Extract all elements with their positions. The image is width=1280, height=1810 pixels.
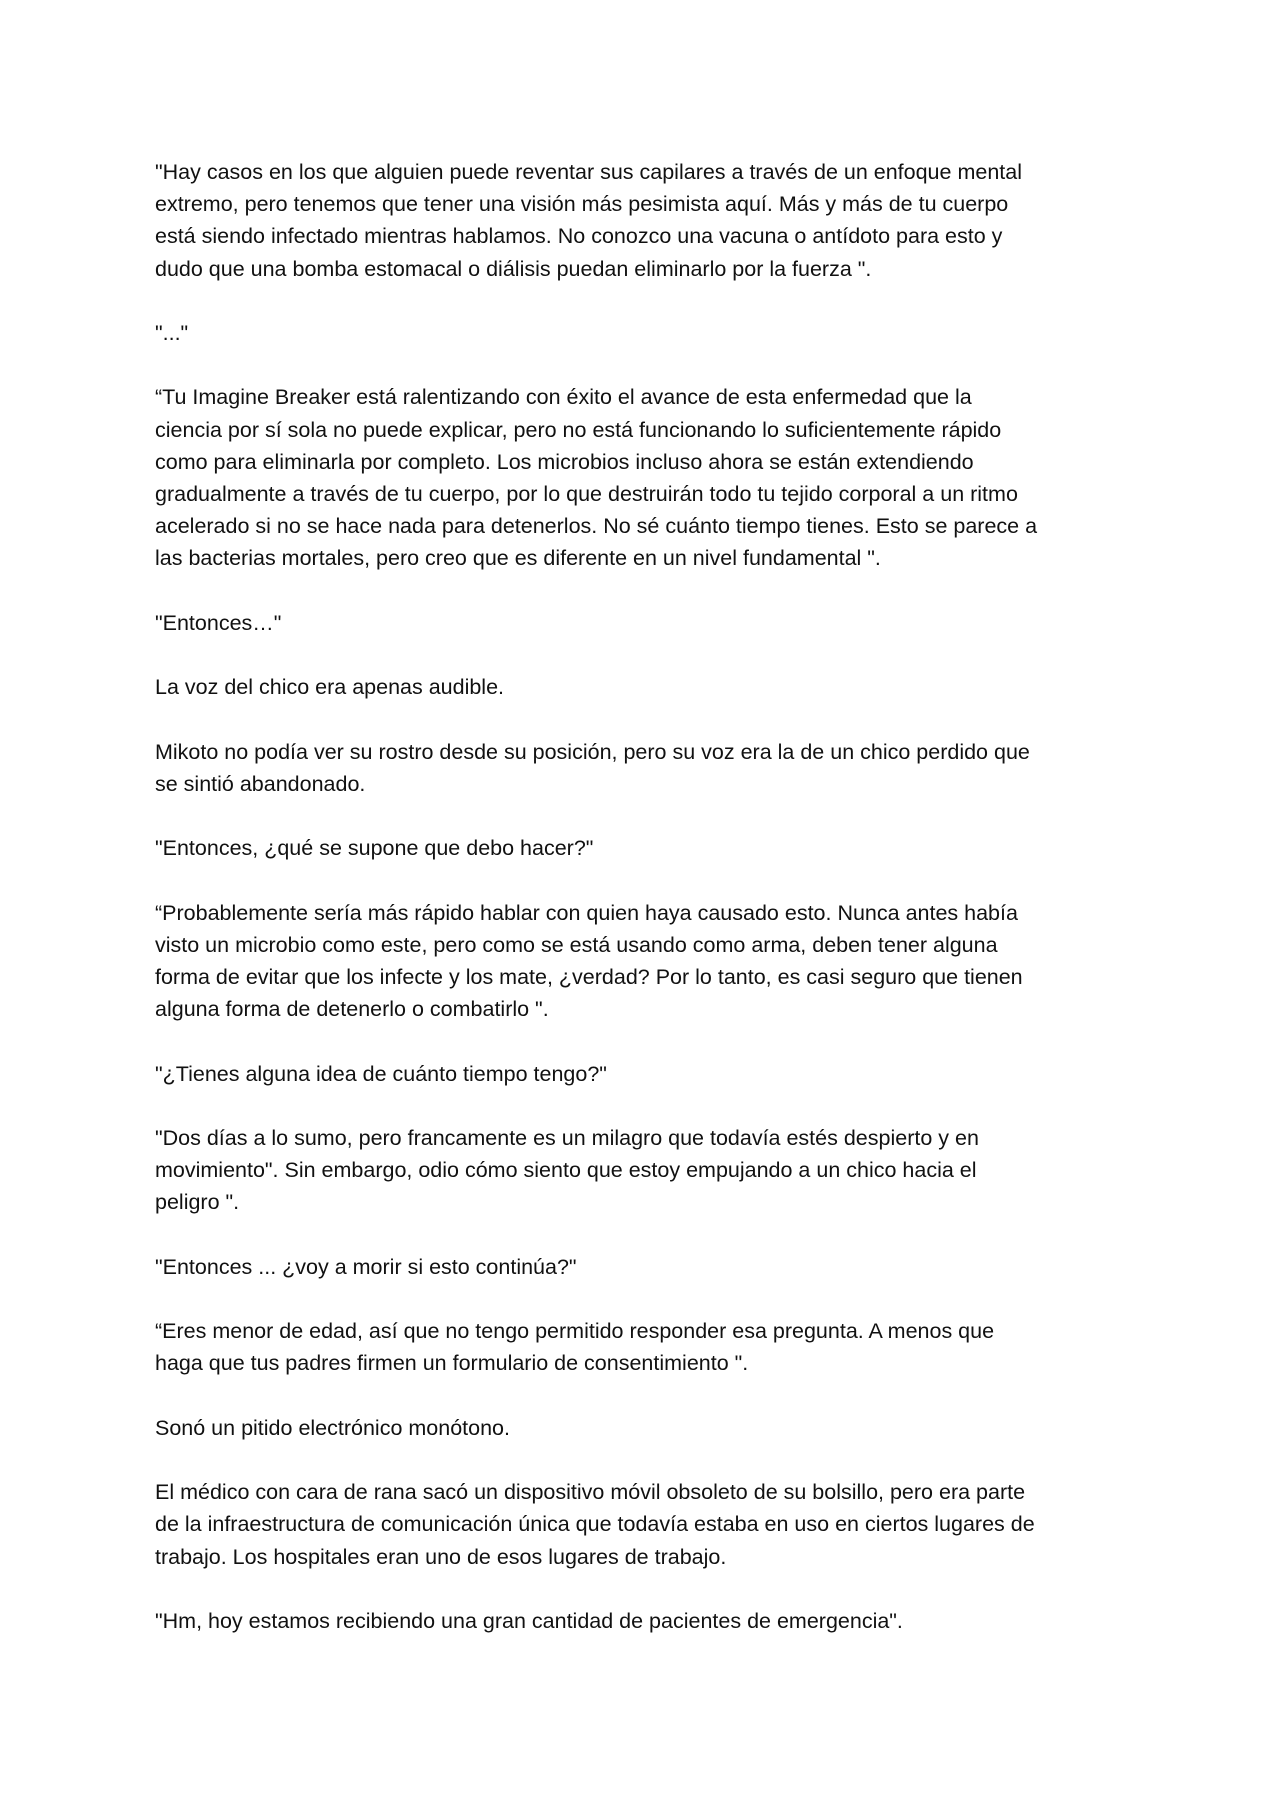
text-line: La voz del chico era apenas audible. bbox=[155, 675, 505, 700]
text-line: como para eliminarla por completo. Los microbios incluso ahora se están extendiendo bbox=[155, 449, 974, 474]
paragraph bbox=[155, 1412, 1155, 1444]
text-line: "¿Tienes alguna idea de cuánto tiempo tengo?" bbox=[155, 1061, 607, 1086]
text-line: Sonó un pitido electrónico monótono. bbox=[155, 1415, 510, 1440]
document-body bbox=[155, 156, 1155, 1669]
text-line: dudo que una bomba estomacal o diálisis puedan eliminarlo por la fuerza ". bbox=[155, 256, 872, 281]
paragraph bbox=[155, 671, 1155, 703]
text-line: "Dos días a lo sumo, pero francamente es un milagro que todavía estés despierto y en bbox=[155, 1125, 979, 1150]
text-line: extremo, pero tenemos que tener una visión más pesimista aquí. Más y más de tu cuerpo bbox=[155, 192, 1009, 217]
text-line: "Entonces ... ¿voy a morir si esto continúa?" bbox=[155, 1254, 577, 1279]
text-line: las bacterias mortales, pero creo que es diferente en un nivel fundamental ". bbox=[155, 546, 881, 571]
paragraph bbox=[155, 1476, 1155, 1573]
text-line: de la infraestructura de comunicación única que todavía estaba en uso en ciertos lugares de bbox=[155, 1512, 1035, 1537]
paragraph bbox=[155, 1315, 1155, 1379]
paragraph bbox=[155, 1122, 1155, 1219]
text-line: trabajo. Los hospitales eran uno de esos lugares de trabajo. bbox=[155, 1544, 727, 1569]
text-line: ciencia por sí sola no puede explicar, pero no está funcionando lo suficientemente rápido bbox=[155, 417, 1002, 442]
text-line: “Tu Imagine Breaker está ralentizando con éxito el avance de esta enfermedad que la bbox=[155, 385, 972, 410]
paragraph bbox=[155, 1058, 1155, 1090]
text-line: "Hay casos en los que alguien puede reventar sus capilares a través de un enfoque mental bbox=[155, 160, 1022, 184]
paragraph bbox=[155, 317, 1155, 349]
paragraph bbox=[155, 1605, 1155, 1637]
text-line: El médico con cara de rana sacó un dispositivo móvil obsoleto de su bolsillo, pero era parte bbox=[155, 1480, 1026, 1505]
paragraph bbox=[155, 607, 1155, 639]
paragraph bbox=[155, 381, 1155, 574]
text-line: "..." bbox=[155, 321, 189, 345]
text-line: peligro ". bbox=[155, 1190, 240, 1215]
text-line: está siendo infectado mientras hablamos. No conozco una vacuna o antídoto para esto y bbox=[155, 224, 1003, 249]
text-line: "Entonces, ¿qué se supone que debo hacer?" bbox=[155, 836, 594, 861]
text-line: movimiento". Sin embargo, odio cómo siento que estoy empujando a un chico hacia el bbox=[155, 1158, 977, 1183]
text-line: visto un microbio como este, pero como se está usando como arma, deben tener alguna bbox=[155, 932, 998, 957]
text-line: alguna forma de detenerlo o combatirlo ". bbox=[155, 997, 549, 1022]
text-line: forma de evitar que los infecte y los mate, ¿verdad? Por lo tanto, es casi seguro que tienen bbox=[155, 964, 1023, 989]
text-line: Mikoto no podía ver su rostro desde su posición, pero su voz era la de un chico perdido que bbox=[155, 739, 1030, 764]
paragraph bbox=[155, 1251, 1155, 1283]
text-line: acelerado si no se hace nada para detenerlos. No sé cuánto tiempo tienes. Esto se parece a bbox=[155, 514, 1038, 539]
paragraph bbox=[155, 156, 1155, 285]
text-line: se sintió abandonado. bbox=[155, 771, 366, 796]
text-line: "Hm, hoy estamos recibiendo una gran cantidad de pacientes de emergencia". bbox=[155, 1608, 903, 1633]
text-line: haga que tus padres firmen un formulario de consentimiento ". bbox=[155, 1351, 749, 1376]
text-line: "Entonces…" bbox=[155, 610, 282, 635]
paragraph bbox=[155, 736, 1155, 800]
paragraph bbox=[155, 832, 1155, 864]
text-line: “Eres menor de edad, así que no tengo permitido responder esa pregunta. A menos que bbox=[155, 1319, 995, 1344]
text-line: gradualmente a través de tu cuerpo, por lo que destruirán todo tu tejido corporal a un ritmo bbox=[155, 482, 1018, 506]
paragraph bbox=[155, 897, 1155, 1026]
text-line: “Probablemente sería más rápido hablar con quien haya causado esto. Nunca antes había bbox=[155, 900, 1018, 925]
